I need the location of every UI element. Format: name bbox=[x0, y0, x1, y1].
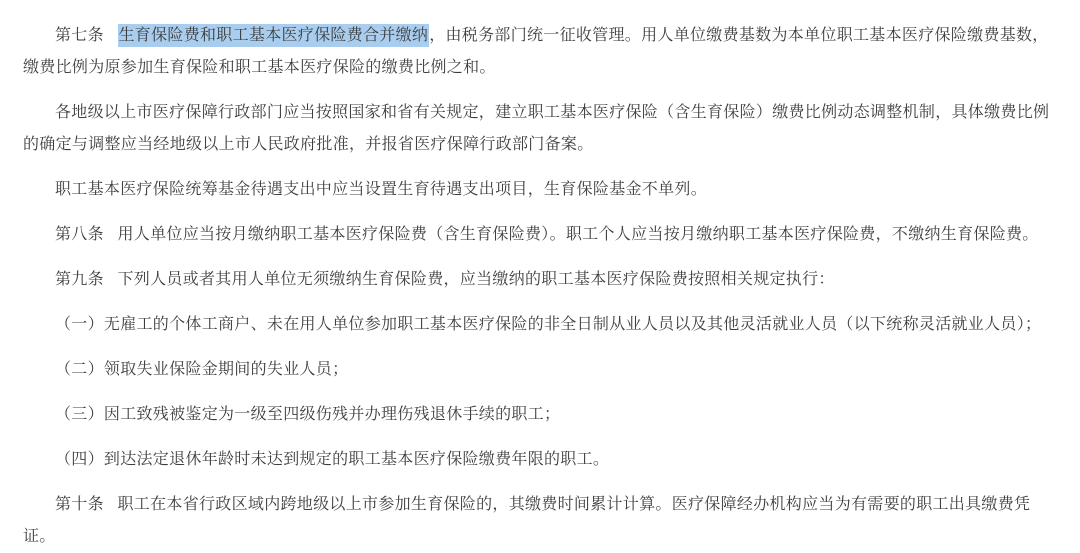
document-paragraph bbox=[23, 399, 1055, 431]
highlighted-text: 生育保险费和职工基本医疗保险费合并缴纳 bbox=[118, 24, 430, 47]
document-paragraph bbox=[23, 20, 1055, 84]
paragraph-text: 各地级以上市医疗保障行政部门应当按照国家和省有关规定，建立职工基本医疗保险（含生育保险）缴费比例动态调整机制，具体缴费比例的确定与调整应当经地级以上市人民政府批准，并报省医疗保障行政部门备案。 bbox=[23, 104, 1050, 153]
document-paragraph bbox=[23, 264, 1055, 296]
article-number: 第七条 bbox=[55, 27, 104, 44]
paragraph-text: （二）领取失业保险金期间的失业人员； bbox=[55, 361, 349, 378]
article-number: 第十条 bbox=[55, 496, 104, 513]
article-number: 第八条 bbox=[55, 226, 104, 243]
paragraph-text: 用人单位应当按月缴纳职工基本医疗保险费（含生育保险费）。职工个人应当按月缴纳职工基本医疗保险费，不缴纳生育保险费。 bbox=[117, 226, 1039, 243]
paragraph-text: ，由税务部门统一征收管理。用人单位缴费基数为本单位职工基本医疗保险缴费基数，缴费比例为原参加生育保险和职工基本医疗保险的缴费比例之和。 bbox=[23, 27, 1049, 76]
document-paragraph bbox=[23, 444, 1055, 476]
document-paragraph bbox=[23, 309, 1055, 341]
paragraph-text: （四）到达法定退休年龄时未达到规定的职工基本医疗保险缴费年限的职工。 bbox=[55, 451, 610, 468]
document-paragraph bbox=[23, 489, 1055, 553]
paragraph-text: 职工在本省行政区域内跨地级以上市参加生育保险的，其缴费时间累计计算。医疗保障经办机构应当为有需要的职工出具缴费凭证。 bbox=[23, 496, 1031, 545]
document-paragraph bbox=[23, 354, 1055, 386]
paragraph-text: （一）无雇工的个体工商户、未在用人单位参加职工基本医疗保险的非全日制从业人员以及其他灵活就业人员（以下统称灵活就业人员）； bbox=[55, 316, 1042, 333]
document-paragraph bbox=[23, 219, 1055, 251]
document-paragraph bbox=[23, 97, 1055, 161]
paragraph-text: 职工基本医疗保险统筹基金待遇支出中应当设置生育待遇支出项目，生育保险基金不单列。 bbox=[55, 181, 708, 198]
document-paragraph bbox=[23, 174, 1055, 206]
paragraph-text: （三）因工致残被鉴定为一级至四级伤残并办理伤残退休手续的职工； bbox=[55, 406, 561, 423]
document-body bbox=[23, 20, 1055, 553]
article-number: 第九条 bbox=[55, 271, 104, 288]
paragraph-text: 下列人员或者其用人单位无须缴纳生育保险费，应当缴纳的职工基本医疗保险费按照相关规定执行： bbox=[117, 271, 835, 288]
